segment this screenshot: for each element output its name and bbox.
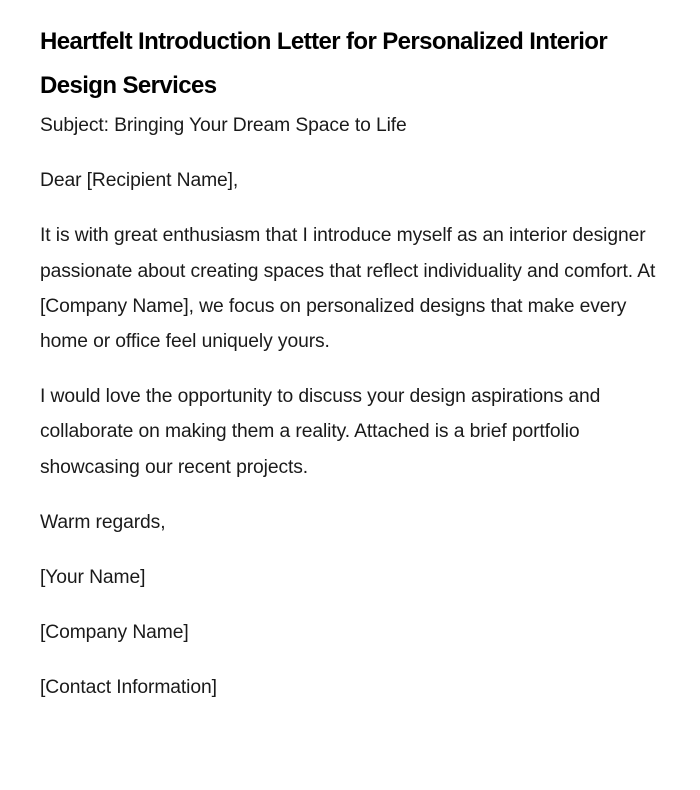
signature-name: [Your Name]	[40, 567, 146, 589]
letter-paragraph-invitation: I would love the opportunity to discuss your design aspirations and collaborate on making them a reality. Attached is a brief portfolio showcasing our recent projects.	[40, 386, 601, 478]
signature-company: [Company Name]	[40, 622, 189, 644]
letter-salutation: Dear [Recipient Name],	[40, 170, 239, 192]
letter-closing: Warm regards,	[40, 511, 166, 533]
letter-subject: Subject: Bringing Your Dream Space to Life	[40, 115, 407, 136]
letter-title: Heartfelt Introduction Letter for Personalized Interior Design Services	[40, 28, 608, 99]
letter-paragraph-intro: It is with great enthusiasm that I introduce myself as an interior designer passionate about creating spaces that reflect individuality and comfort. At [Company Name], we focus on personalized designs that make every home or office feel uniquely yours.	[40, 225, 656, 353]
signature-contact: [Contact Information]	[40, 677, 217, 699]
